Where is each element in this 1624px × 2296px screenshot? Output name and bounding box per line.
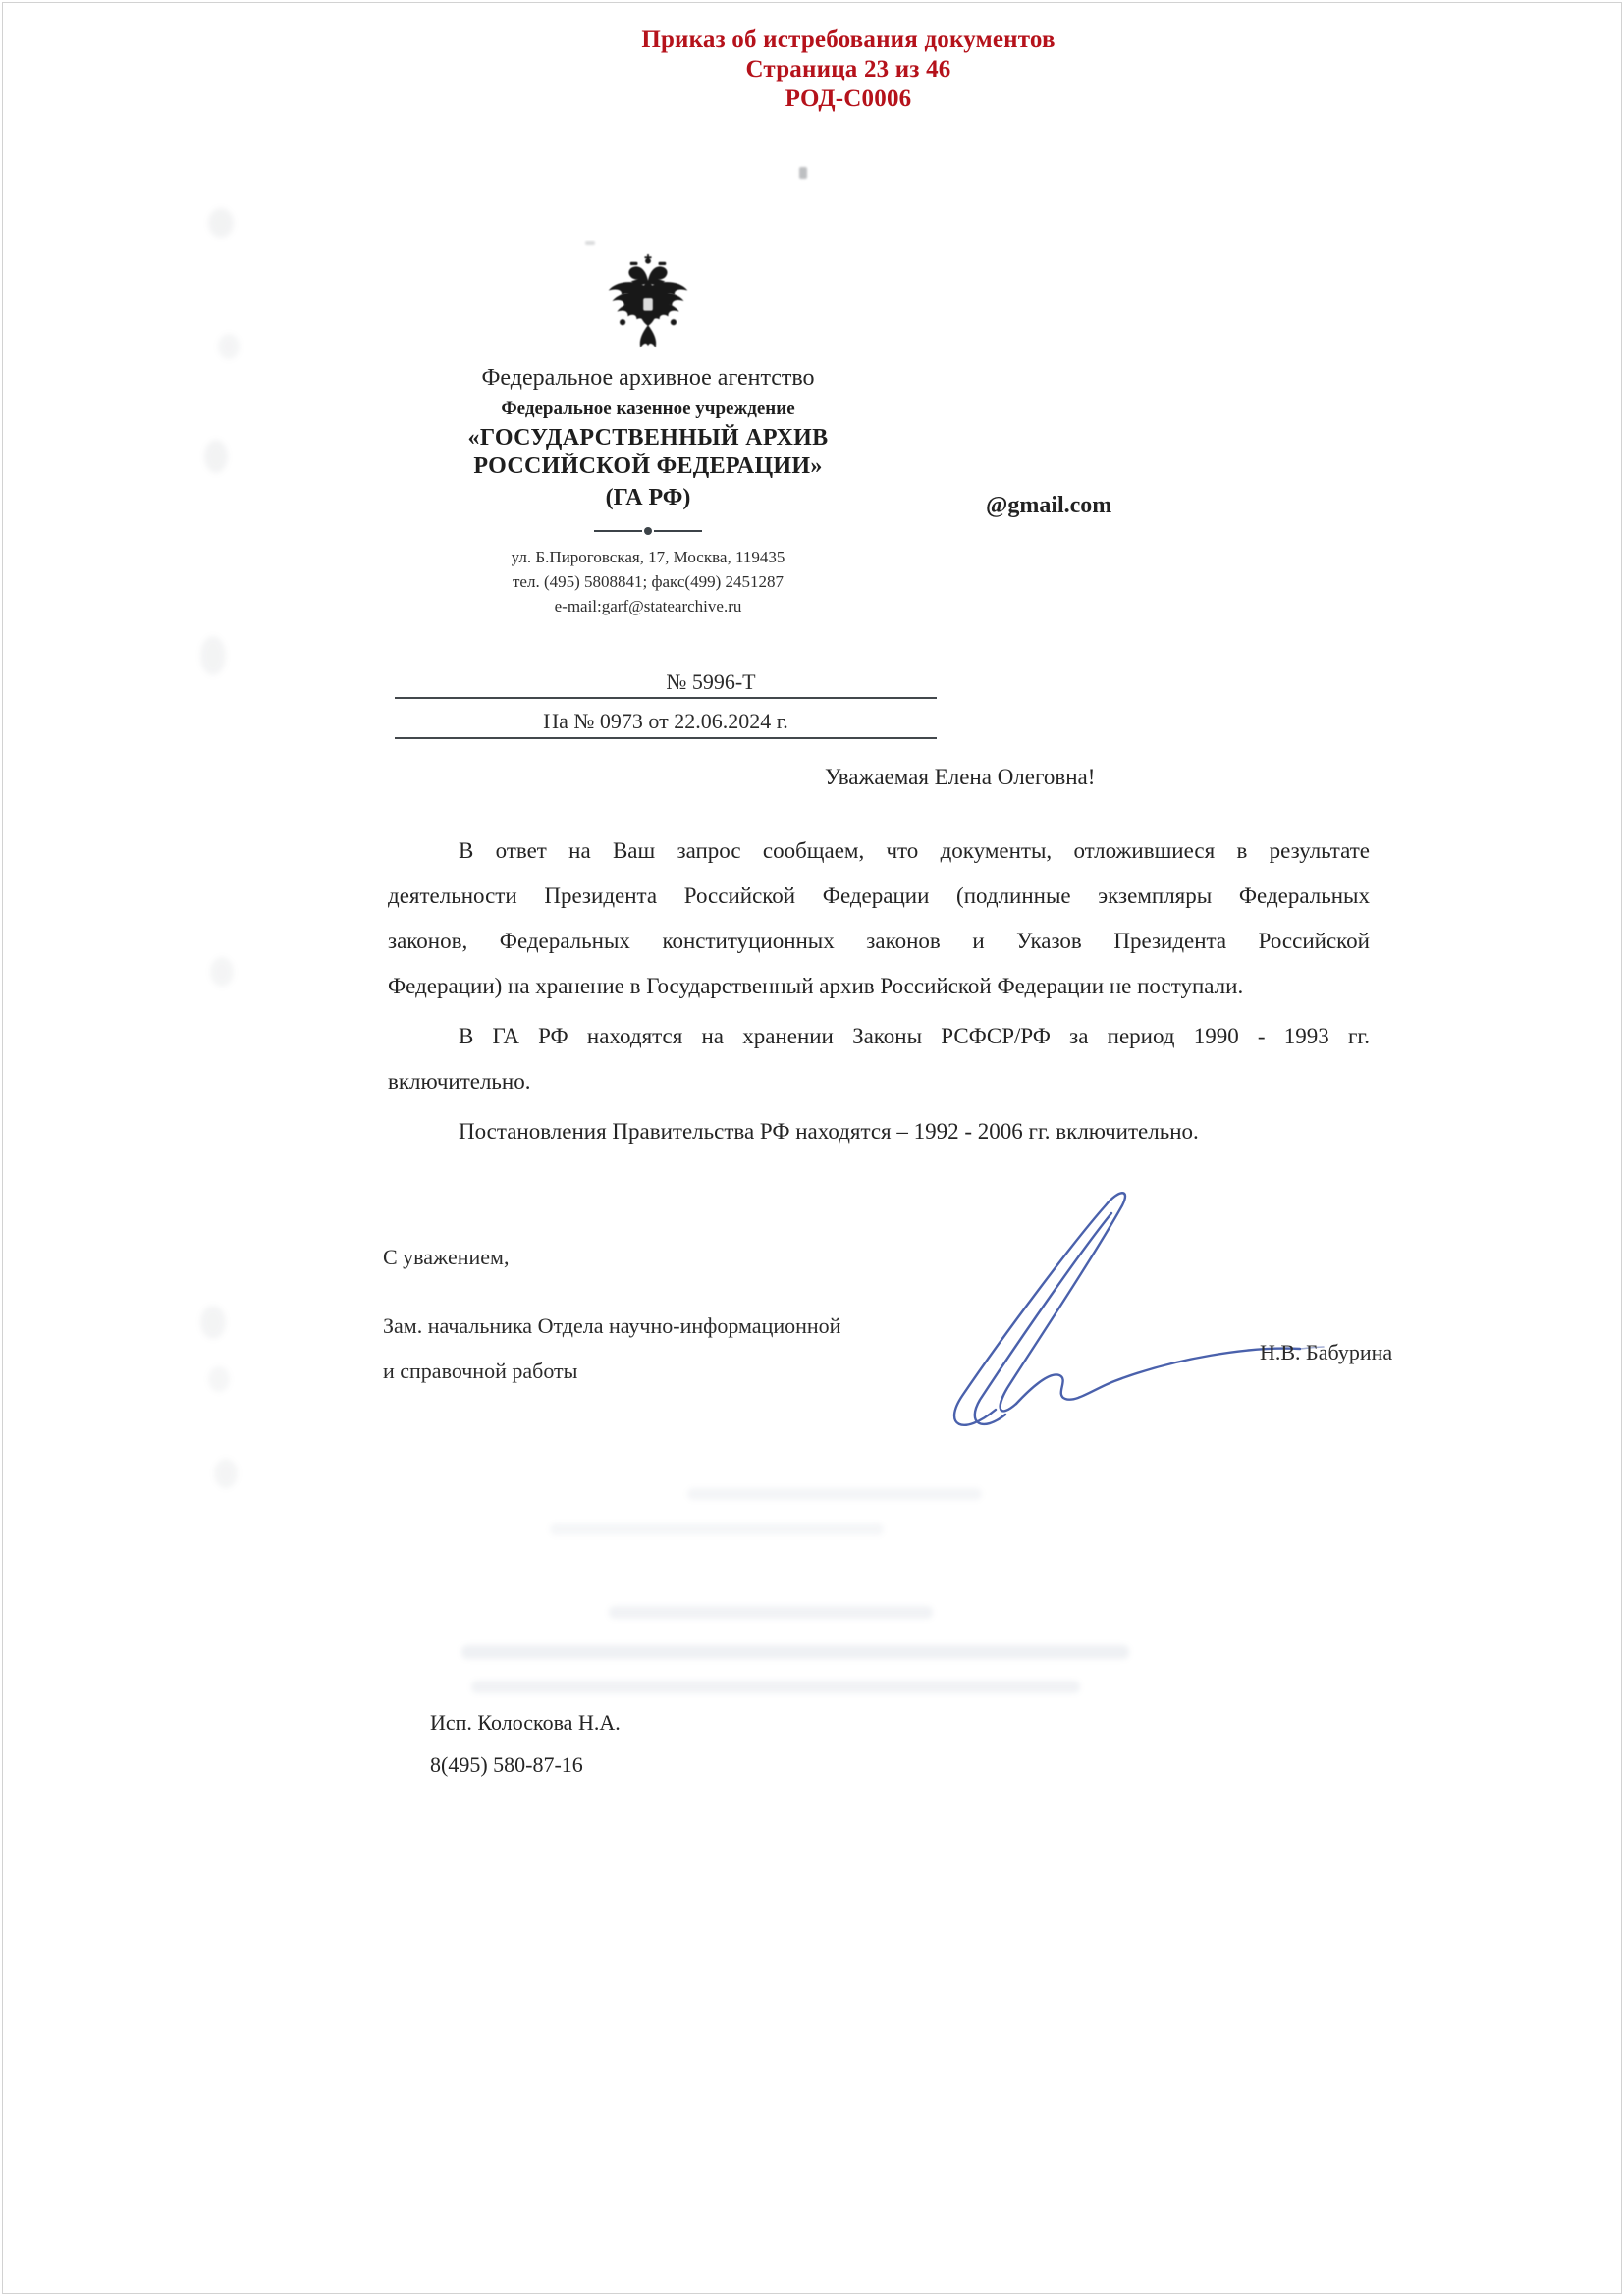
signer-position-line2: и справочной работы <box>383 1359 578 1383</box>
document-stamp <box>0 26 1624 114</box>
letterhead <box>285 253 1011 618</box>
body-line: В ГА РФ находятся на хранении Законы РСФСР/РФ за период 1990 - 1993 гг. <box>459 1024 1370 1048</box>
agency-name: Федеральное архивное агентство <box>481 365 815 391</box>
body-line: законов, Федеральных конституционных законов и Указов Президента Российской <box>388 929 1370 953</box>
coat-of-arms-icon <box>601 253 695 351</box>
outgoing-number: № 5996-Т <box>666 669 756 694</box>
archive-name-line2: РОССИЙСКОЙ ФЕДЕРАЦИИ» <box>473 454 823 479</box>
signer-position-line1: Зам. начальника Отдела научно-информационной <box>383 1313 841 1338</box>
scan-artifact <box>208 208 234 238</box>
body-paragraph <box>388 828 1370 1009</box>
letter-body <box>388 828 1370 1159</box>
closing-phrase: С уважением, <box>383 1245 510 1269</box>
scan-artifact <box>200 1306 226 1339</box>
executor-name: Исп. Колоскова Н.А. <box>430 1710 621 1735</box>
ghost-text-artifact <box>550 1523 884 1535</box>
executor-block <box>430 1701 621 1786</box>
body-line: В ответ на Ваш запрос сообщаем, что документы, отложившиеся в результате <box>459 838 1370 863</box>
scan-artifact <box>585 241 595 245</box>
archive-name-line1: «ГОСУДАРСТВЕННЫЙ АРХИВ <box>467 425 829 451</box>
scan-artifact <box>218 334 240 359</box>
ghost-text-artifact <box>687 1488 982 1500</box>
executor-phone: 8(495) 580-87-16 <box>430 1752 583 1777</box>
scan-artifact <box>200 636 226 675</box>
archive-name <box>285 424 1011 481</box>
letterhead-divider-icon <box>594 527 702 535</box>
scan-artifact <box>210 957 234 987</box>
ghost-text-artifact <box>471 1681 1080 1693</box>
scan-artifact <box>799 167 807 179</box>
institution-type: Федеральное казенное учреждение <box>501 399 795 419</box>
reference-block <box>395 660 937 739</box>
scan-artifact <box>208 1366 230 1392</box>
stamp-title: Приказ об истребования документов <box>641 27 1056 53</box>
body-paragraph <box>388 1109 1370 1154</box>
signer-name: Н.В. Бабурина <box>1260 1340 1393 1364</box>
stamp-page-indicator: Страница 23 из 46 <box>745 56 951 82</box>
incoming-reference: На № 0973 от 22.06.2024 г. <box>543 709 788 733</box>
body-line: Постановления Правительства РФ находятся – 1992 - 2006 гг. включительно. <box>459 1119 1199 1144</box>
letterhead-phone-fax: тел. (495) 5808841; факс(499) 2451287 <box>512 572 785 591</box>
handwritten-signature <box>935 1176 1337 1456</box>
scan-artifact <box>204 440 228 473</box>
body-line: включительно. <box>388 1069 531 1094</box>
recipient-email: @gmail.com <box>986 493 1112 518</box>
letterhead-address: ул. Б.Пироговская, 17, Москва, 119435 <box>511 548 785 566</box>
salutation: Уважаемая Елена Олеговна! <box>825 765 1096 789</box>
letterhead-email: e-mail:garf@statearchive.ru <box>554 597 742 615</box>
scan-artifact <box>214 1459 238 1488</box>
archive-abbreviation: (ГА РФ) <box>605 485 691 510</box>
body-line: деятельности Президента Российской Федерации (подлинные экземпляры Федеральных <box>388 883 1370 908</box>
body-paragraph <box>388 1014 1370 1104</box>
body-line: Федерации) на хранение в Государственный архив Российской Федерации не поступали. <box>388 974 1244 998</box>
ghost-text-artifact <box>461 1645 1129 1659</box>
ghost-text-artifact <box>609 1606 933 1619</box>
stamp-document-code: РОД-С0006 <box>785 85 912 112</box>
